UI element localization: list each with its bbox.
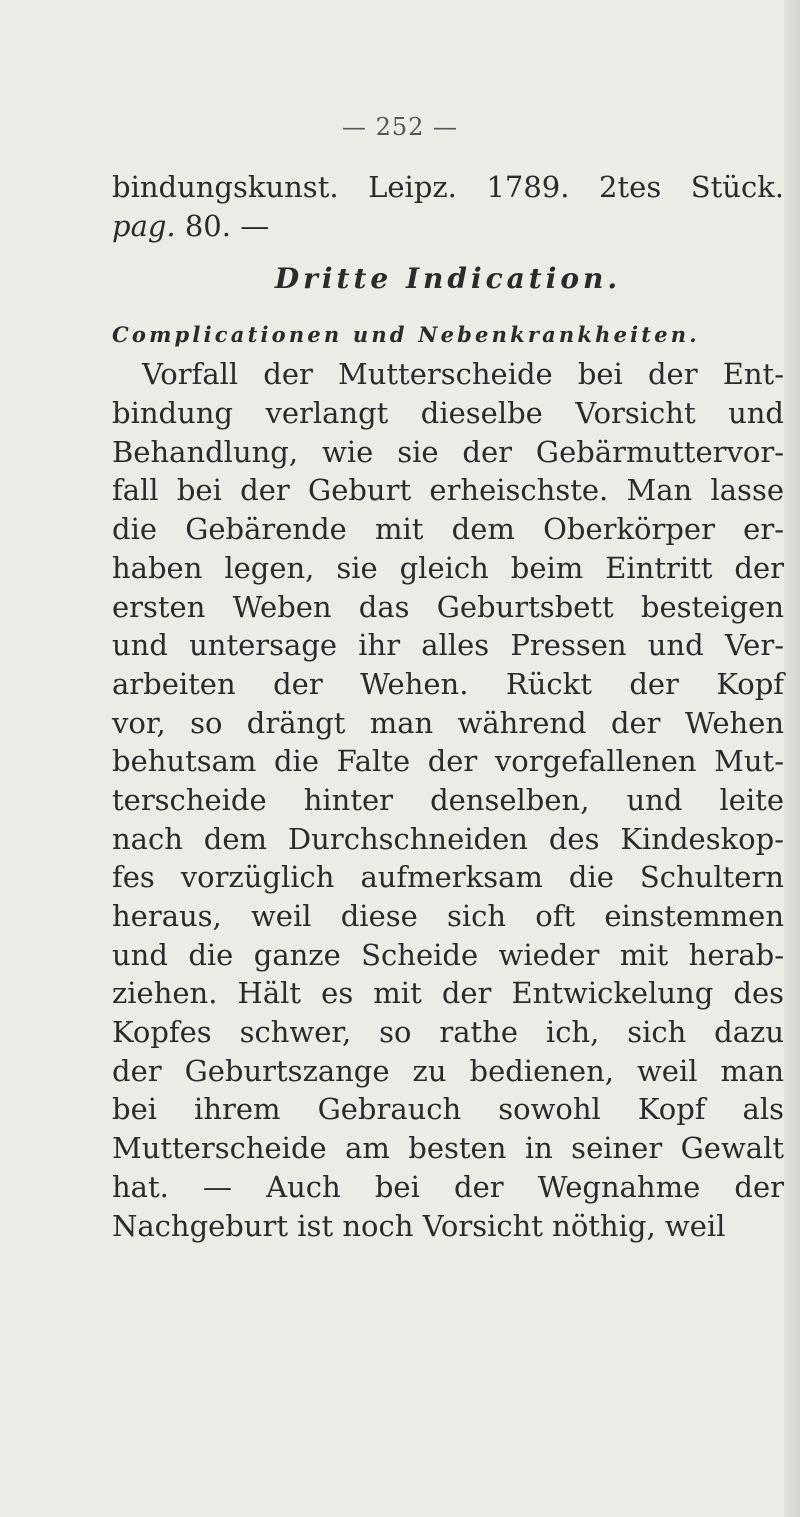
text-line: arbeiten der Wehen. Rückt der Kopf (112, 666, 784, 701)
page-number: — 252 — (341, 113, 459, 141)
text-line: behutsam die Falte der vorgefallenen Mut- (112, 744, 784, 779)
text-line: vor, so drängt man während der Wehen (112, 705, 784, 740)
text-line: hat. — Auch bei der Wegnahme der (112, 1169, 784, 1204)
text-line: fall bei der Geburt erheischste. Man lasse (112, 473, 784, 508)
text-line: der Geburtszange zu bedienen, weil man (112, 1053, 784, 1088)
text-line: Kopfes schwer, so rathe ich, sich dazu (112, 1015, 784, 1050)
text-line: ziehen. Hält es mit der Entwickelung des (112, 976, 784, 1011)
reference-page: 80. — (175, 208, 270, 243)
text-line: terscheide hinter denselben, und leite (112, 782, 784, 817)
text-line: und untersage ihr alles Pressen und Ver- (112, 628, 784, 663)
text-line: Nachgeburt ist noch Vorsicht nöthig, weil (112, 1208, 726, 1243)
text-line: haben legen, sie gleich beim Eintritt der (112, 550, 784, 585)
text-line: fes vorzüglich aufmerksam die Schultern (112, 860, 784, 895)
body-text (112, 168, 784, 1245)
text-line: heraus, weil diese sich oft einstemmen (112, 899, 784, 933)
page-edge-shadow (784, 0, 800, 1517)
text-line: Vorfall der Mutterscheide bei der Ent- (142, 357, 784, 392)
text-line: bei ihrem Gebrauch sowohl Kopf als (112, 1092, 784, 1127)
section-heading: Dritte Indication. (274, 262, 622, 296)
section-subheading: Complicationen und Nebenkrankheiten. (112, 322, 700, 348)
text-line (112, 207, 784, 246)
text-line: nach dem Durchschneiden des Kindeskop- (112, 821, 784, 856)
text-line: Behandlung, wie sie der Gebärmuttervor- (112, 434, 784, 469)
text-line: und die ganze Scheide wieder mit herab- (112, 937, 784, 972)
text-line: ersten Weben das Geburtsbett besteigen (112, 589, 784, 624)
text-line: bindungskunst. Leipz. 1789. 2tes Stück. (112, 170, 784, 204)
text-line: Mutterscheide am besten in seiner Gewalt (112, 1131, 784, 1166)
text-line: die Gebärende mit dem Oberkörper er- (112, 512, 784, 547)
text-line: bindung verlangt dieselbe Vorsicht und (112, 396, 784, 431)
reference-abbrev: pag. (112, 208, 176, 243)
